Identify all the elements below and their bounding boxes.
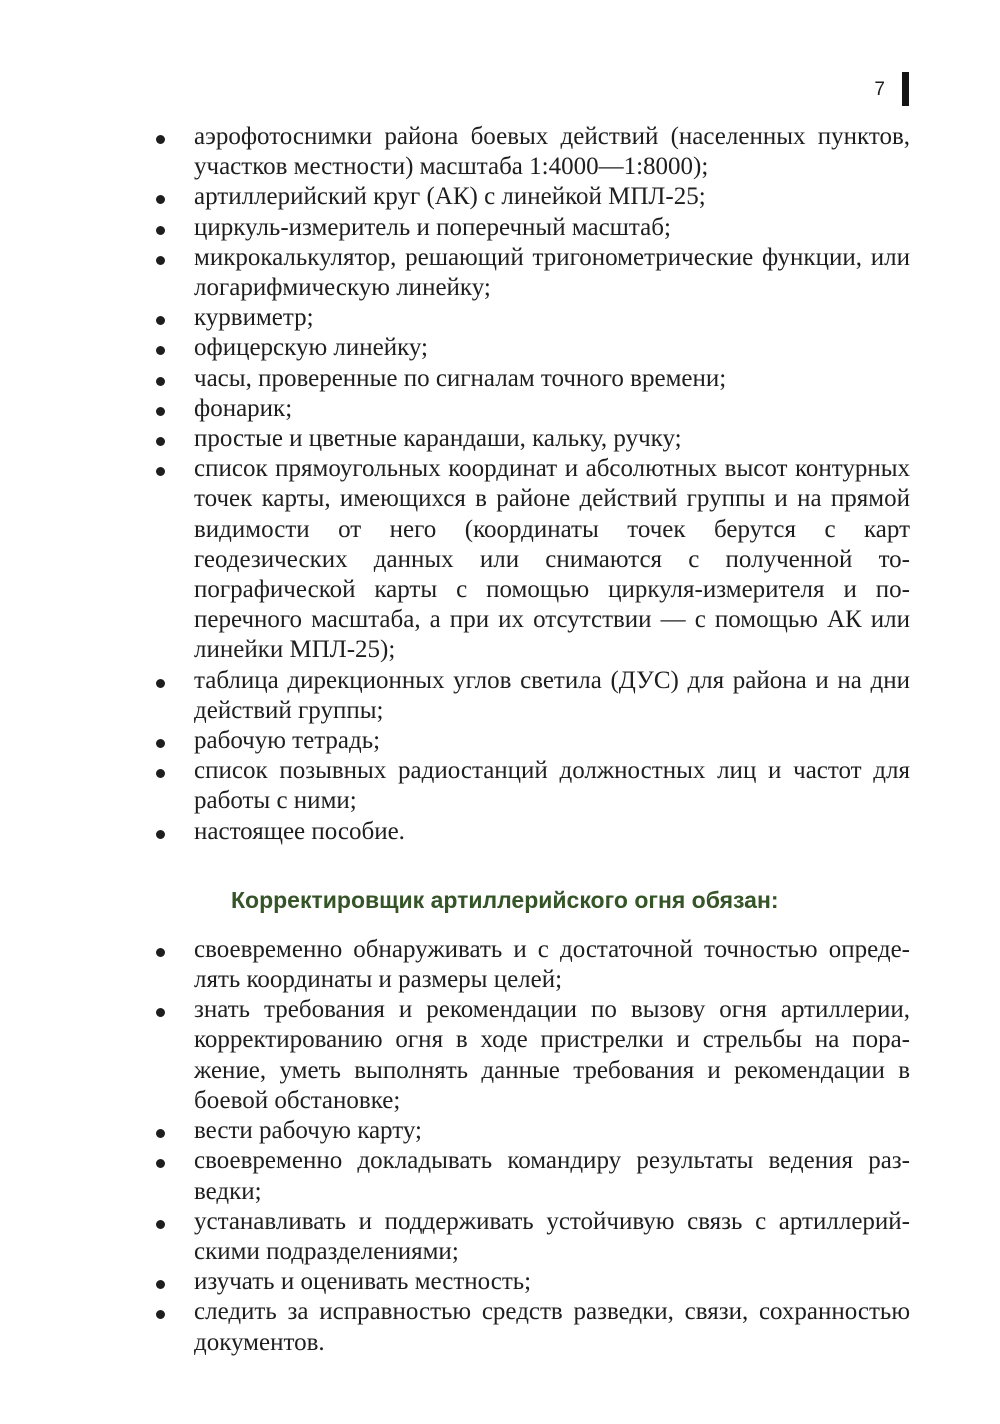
bullet-icon [156,407,165,416]
bullet-icon [156,1008,165,1017]
list-item-text: своевременно докладывать командиру результаты ведения разведки; [194,1147,910,1205]
bullet-icon [156,346,165,355]
list-item-text: устанавливать и поддерживать устойчивую связь с артиллерийскими подразделениями; [194,1207,910,1265]
list-item-text: знать требования и рекомендации по вызову огня артиллерии, корректированию огня в ходе пристрелки и стрельбы на поражение, уметь выполнять данные требования и рекомендации в боевой обстановке; [194,996,910,1114]
bullet-icon [156,316,165,325]
list-item [154,333,910,363]
list-item-text: простые и цветные карандаши, кальку, ручку; [194,425,682,453]
list-item-text: изучать и оценивать местность; [194,1268,532,1296]
list-item-text: настоящее пособие. [194,817,405,845]
bullet-icon [156,1220,165,1229]
list-item-text: курвиметр; [194,304,314,332]
list-item-text: аэрофотоснимки района боевых действий (населенных пунктов, участков местности) масштаба 1:4000—1:8000); [194,123,910,181]
list-item [154,364,910,394]
bullet-icon [156,256,165,265]
list-item [154,182,910,212]
list-item-text: часы, проверенные по сигналам точного времени; [194,364,727,392]
bullet-icon [156,195,165,204]
list-item [154,1207,910,1267]
list-item [154,1297,910,1357]
list-item [154,1267,910,1297]
list-item [154,1146,910,1206]
list-item-text: таблица дирекционных углов светила (ДУС) для района и на дни действий группы; [194,666,910,724]
bullet-icon [156,467,165,476]
page-content [154,122,910,1358]
duties-list [154,935,910,1358]
section-heading: Корректировщик артиллерийского огня обязан: [231,886,779,913]
list-item-text: фонарик; [194,394,293,422]
list-item-text: список прямоугольных координат и абсолютных высот контурных точек карты, имеющихся в районе действий группы и на прямой видимости от него (координаты точек берутся с карт геодезических данных или снимаются с полученной топографической карты с помощью циркуля-измерителя и поперечного масштаба, а при их отсутствии — с помощью АК или линейки МПЛ-25); [194,455,910,664]
list-item-text: рабочую тетрадь; [194,727,381,755]
list-item-text: своевременно обнаруживать и с достаточной точностью определять координаты и размеры целей; [194,935,910,994]
bullet-icon [156,1159,165,1168]
bullet-icon [156,226,165,235]
list-item [154,726,910,756]
list-item-text: циркуль-измеритель и поперечный масштаб; [194,213,671,241]
list-item [154,666,910,726]
list-item [154,756,910,816]
list-item-text: вести рабочую карту; [194,1117,422,1145]
page-number: 7 [874,79,885,100]
bullet-icon [156,1129,165,1138]
list-item [154,995,910,1116]
list-item [154,122,910,182]
list-item-text: офицерскую линейку; [194,334,428,362]
bullet-icon [156,437,165,446]
bullet-icon [156,769,165,778]
list-item-text: артиллерийский круг (АК) с линейкой МПЛ-25; [194,183,706,211]
bullet-icon [156,135,165,144]
list-item [154,1116,910,1146]
bullet-icon [156,739,165,748]
list-item [154,424,910,454]
bullet-icon [156,948,165,957]
list-item [154,817,910,847]
bullet-icon [156,1280,165,1289]
list-item [154,935,910,995]
bullet-icon [156,377,165,386]
list-item [154,303,910,333]
bullet-icon [156,679,165,688]
list-item [154,243,910,303]
list-item-text: список позывных радиостанций должностных лиц и частот для работы с ними; [194,757,910,815]
list-item-text: микрокалькулятор, решающий тригонометрические функции, или логарифмическую линейку; [194,243,910,302]
page-number-bar [902,72,909,106]
list-item [154,454,910,665]
bullet-icon [156,1310,165,1319]
list-item [154,394,910,424]
list-item-text: следить за исправностью средств разведки, связи, сохранностью документов. [194,1298,910,1356]
bullet-icon [156,830,165,839]
list-item [154,213,910,243]
equipment-list [154,122,910,847]
